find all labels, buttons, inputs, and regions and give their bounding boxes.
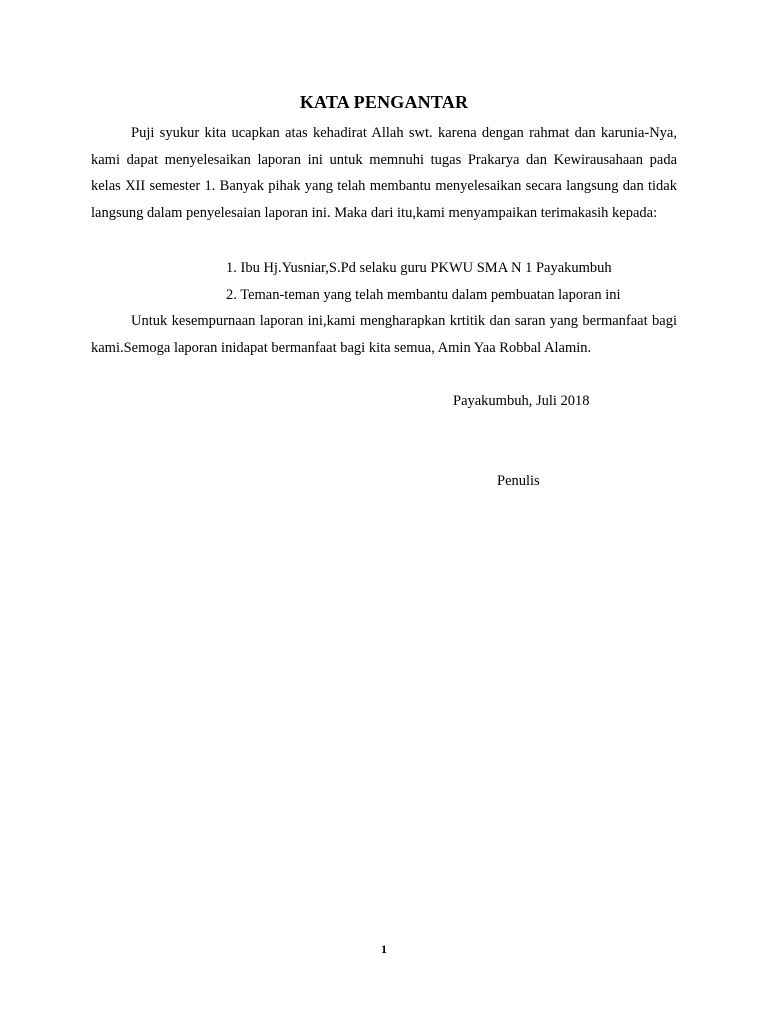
page-title: KATA PENGANTAR [299,92,469,112]
opening-paragraph: Puji syukur kita ucapkan atas kehadirat Allah swt. karena dengan rahmat dan karunia-Nya, kami dapat menyelesaikan laporan ini untuk memnuhi tugas Prakarya dan Kewirausahaan pada kelas XII semester 1. Banyak pihak yang telah membantu menyelesaikan secara langsung dan tidak langsung dalam penyelesaian laporan ini. Maka dari itu,kami menyampaikan terimakasih kepada: [91,125,677,221]
list-item: 2. Teman-teman yang telah membantu dalam pembuatan laporan ini [226,286,621,303]
place-date: Payakumbuh, Juli 2018 [453,393,590,409]
list-item: 1. Ibu Hj.Yusniar,S.Pd selaku guru PKWU SMA N 1 Payakumbuh [226,260,612,276]
page-number: 1 [381,942,387,956]
closing-paragraph: Untuk kesempurnaan laporan ini,kami mengharapkan krtitik dan saran yang bermanfaat bagi kami.Semoga laporan inidapat bermanfaat bagi kita semua, Amin Yaa Robbal Alamin. [91,313,677,356]
writer-signature: Penulis [497,473,540,489]
thanks-list [226,255,621,308]
